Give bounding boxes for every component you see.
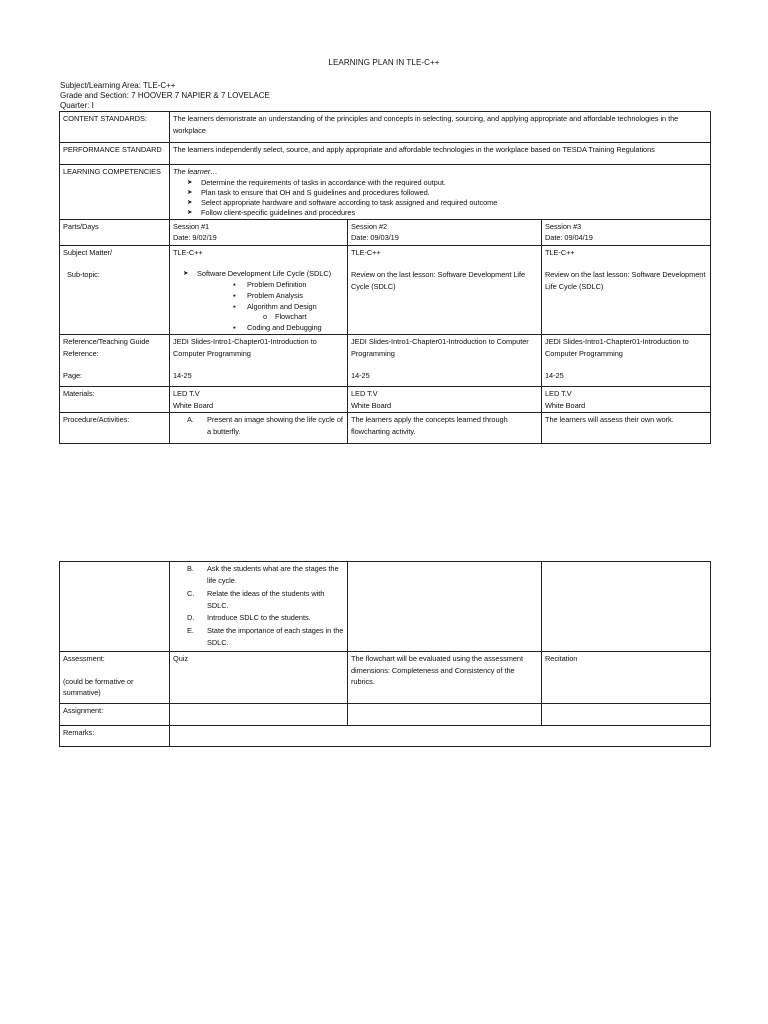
session-3-date: Date: 09/04/19	[545, 233, 593, 242]
procedure-session-1-continued	[170, 562, 348, 652]
s1-subject-title: TLE-C++	[173, 247, 203, 257]
material-item: White Board	[351, 400, 392, 410]
session-2-title: Session #2	[351, 221, 388, 231]
s2-subject-title: TLE-C++	[351, 247, 381, 257]
material-item: LED T.V	[173, 389, 200, 398]
session-1-header	[170, 219, 348, 245]
list-item: ➤ Select appropriate hardware and software according to task assigned and required outcome	[187, 198, 707, 208]
subject-matter-label-cell	[60, 245, 170, 335]
materials-session-3	[542, 387, 711, 413]
materials-row	[60, 387, 711, 413]
assessment-session-3: Recitation	[542, 652, 711, 704]
list-item: o Flowchart	[263, 312, 344, 322]
parts-days-row	[60, 219, 711, 245]
list-item: ▪ Coding and Debugging	[233, 322, 344, 333]
list-item: E. State the importance of each stages in the SDLC.	[187, 625, 344, 647]
session-2-date: Date: 09/03/19	[351, 233, 399, 242]
procedure-continued-row	[60, 562, 711, 652]
content-standards-label: CONTENT STANDARDS:	[60, 112, 170, 143]
material-item: White Board	[173, 400, 214, 410]
s2-review-text: Review on the last lesson: Software Development Life Cycle (SDLC)	[351, 270, 526, 291]
assessment-note: (could be formative or summative)	[63, 676, 134, 697]
quarter-line: Quarter: I	[60, 101, 94, 110]
reference-label: Reference/Teaching Guide Reference:	[63, 337, 150, 358]
reference-row	[60, 335, 711, 387]
subject-matter-row	[60, 245, 711, 335]
reference-session-1	[170, 335, 348, 387]
content-standards-text: The learners demonstrate an understanding of the principles and concepts in selecting, sourcing, and applying appropriate and affordable technologies in the workplace	[170, 112, 711, 143]
material-item: White Board	[545, 400, 586, 410]
learning-competencies-label: LEARNING COMPETENCIES	[60, 165, 170, 220]
sub-topic-label: Sub-topic:	[67, 270, 100, 279]
remarks-label: Remarks:	[60, 726, 170, 747]
performance-standard-text: The learners independently select, source, and apply appropriate and affordable technologies in the workplace based on TESDA Training Regulations	[170, 143, 711, 165]
competencies-list	[173, 178, 707, 218]
session-1-date: Date: 9/02/19	[173, 233, 217, 242]
materials-label: Materials:	[60, 387, 170, 413]
materials-session-2	[348, 387, 542, 413]
procedure-session-3: The learners will assess their own work.	[542, 413, 711, 444]
procedure-session-1	[170, 413, 348, 444]
assessment-row	[60, 652, 711, 704]
procedure-label: Procedure/Activities:	[60, 413, 170, 444]
list-item: B. Ask the students what are the stages the life cycle.	[187, 564, 339, 585]
learning-competencies-row	[60, 165, 711, 220]
list-item: C. Relate the ideas of the students with SDLC.	[187, 588, 325, 610]
s3-page: 14-25	[545, 371, 564, 380]
session-3-title: Session #3	[545, 221, 582, 231]
reference-session-3	[542, 335, 711, 387]
remarks-row	[60, 726, 711, 747]
performance-standard-row	[60, 143, 711, 165]
subject-matter-label: Subject Matter/	[63, 247, 112, 257]
subject-matter-session-1	[170, 245, 348, 335]
s1-topic-list	[173, 279, 344, 333]
s3-reference: JEDI Slides-Intro1-Chapter01-Introduction to Computer Programming	[545, 337, 689, 358]
s1-topic: ➤ Software Development Life Cycle (SDLC)	[183, 269, 344, 279]
materials-session-1	[170, 387, 348, 413]
performance-standard-label: PERFORMANCE STANDARD	[60, 143, 170, 165]
learning-competencies-cell	[170, 165, 711, 220]
assessment-label: Assessment:	[63, 654, 105, 663]
s1-reference: JEDI Slides-Intro1-Chapter01-Introduction to Computer Programming	[173, 337, 317, 358]
list-item: ➤ Follow client-specific guidelines and procedures	[187, 208, 707, 218]
s3-subject-title: TLE-C++	[545, 247, 575, 257]
assessment-session-2: The flowchart will be evaluated using the assessment dimensions: Completeness and Consistency of the rubrics.	[348, 652, 542, 704]
list-item: D. Introduce SDLC to the students.	[187, 613, 311, 622]
parts-days-label: Parts/Days	[60, 219, 170, 245]
competencies-intro: The learner…	[173, 167, 218, 176]
s3-review-text: Review on the last lesson: Software Development Life Cycle (SDLC)	[545, 270, 706, 291]
assessment-session-1: Quiz	[170, 652, 348, 704]
s2-page: 14-25	[351, 371, 370, 380]
assignment-row	[60, 704, 711, 726]
learning-plan-table-page-2	[59, 561, 711, 747]
assignment-label: Assignment:	[60, 704, 170, 726]
document-title: LEARNING PLAN IN TLE-C++	[328, 58, 440, 67]
reference-session-2	[348, 335, 542, 387]
assessment-label-cell	[60, 652, 170, 704]
session-1-title: Session #1	[173, 221, 210, 231]
s1-page: 14-25	[173, 371, 192, 380]
list-item: ▪ Problem Definition	[233, 279, 344, 290]
material-item: LED T.V	[351, 389, 378, 398]
list-item: ➤ Plan task to ensure that OH and S guidelines and procedures followed.	[187, 188, 707, 198]
procedure-session-2: The learners apply the concepts learned through flowcharting activity.	[348, 413, 542, 444]
reference-label-cell	[60, 335, 170, 387]
list-item: ➤ Determine the requirements of tasks in accordance with the required output.	[187, 178, 707, 188]
content-standards-row	[60, 112, 711, 143]
subject-line: Subject/Learning Area: TLE-C++	[60, 81, 176, 90]
subject-matter-session-2	[348, 245, 542, 335]
procedure-row	[60, 413, 711, 444]
session-2-header	[348, 219, 542, 245]
learning-plan-table-page-1	[59, 111, 711, 444]
list-item: ▪ Algorithm and Design o Flowchart	[233, 301, 344, 322]
session-3-header	[542, 219, 711, 245]
list-item: A. Present an image showing the life cycle of a butterfly.	[187, 415, 343, 436]
subject-matter-session-3	[542, 245, 711, 335]
material-item: LED T.V	[545, 389, 572, 398]
page-label: Page:	[63, 371, 83, 380]
list-item: ▪ Problem Analysis	[233, 290, 344, 301]
grade-section-line: Grade and Section: 7 HOOVER 7 NAPIER & 7 LOVELACE	[60, 91, 270, 100]
s2-reference: JEDI Slides-Intro1-Chapter01-Introduction to Computer Programming	[351, 337, 529, 358]
